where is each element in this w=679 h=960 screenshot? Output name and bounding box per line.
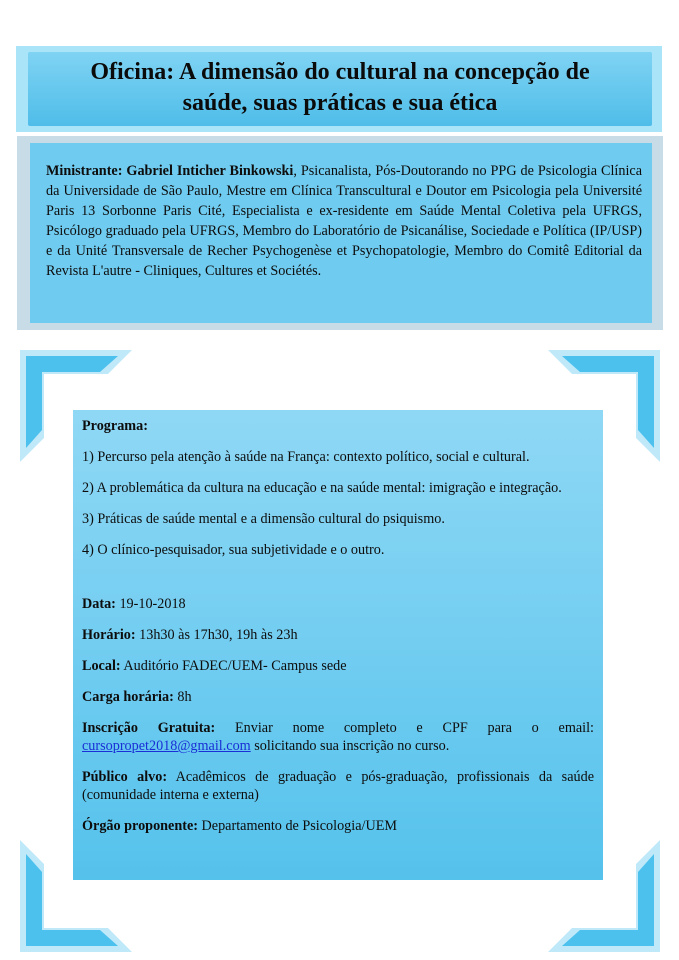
page-title	[28, 57, 652, 119]
time-label: Horário:	[82, 627, 136, 643]
hours-label: Carga horária:	[82, 689, 174, 705]
date-value: 19-10-2018	[115, 596, 186, 612]
registration-label: Inscrição Gratuita:	[82, 720, 216, 736]
organizer-value: Departamento de Psicologia/UEM	[198, 818, 397, 834]
presenter-bio	[46, 161, 642, 281]
program-content	[82, 417, 594, 848]
program-item: 3) Práticas de saúde mental e a dimensão cultural do psiquismo.	[82, 511, 445, 527]
place-line	[82, 657, 594, 675]
organizer-line	[82, 817, 594, 835]
registration-value: Enviar nome completo e CPF para o email:	[215, 720, 594, 736]
place-label: Local:	[82, 658, 121, 674]
organizer-label: Órgão proponente:	[82, 818, 198, 834]
time-value: 13h30 às 17h30, 19h às 23h	[135, 627, 298, 643]
program-heading: Programa:	[82, 418, 148, 434]
date-label: Data:	[82, 596, 116, 612]
program-item: 2) A problemática da cultura na educação e na saúde mental: imigração e integração.	[82, 480, 562, 496]
time-line	[82, 626, 594, 644]
presenter-bio-text: , Psicanalista, Pós-Doutorando no PPG de Psicologia Clínica da Universidade de São Paulo, Mestre em Clínica Transcultural e Doutor em Psicologia pela Université Paris 13 Sorbonne Paris Cité, Especialista e ex-residente em Saúde Mental Coletiva pela UFRGS, Psicólogo graduado pela UFRGS, Membro do Laboratório de Psicanálise, Sociedade e Política (IP/USP) e da Unité Transversale de Recher Psychogenèse et Psychopatologie, Membro do Comitê Editorial da Revista L'autre - Cliniques, Cultures et Sociétés.	[46, 163, 642, 279]
registration-line	[82, 719, 594, 755]
registration-email-link[interactable]: cursopropet2018@gmail.com	[82, 738, 251, 754]
title-line-2: saúde, suas práticas e sua ética	[182, 90, 498, 116]
hours-value: 8h	[173, 689, 192, 705]
audience-line	[82, 768, 594, 804]
title-line-1: Oficina: A dimensão do cultural na concepção de	[90, 59, 590, 85]
hours-line	[82, 688, 594, 706]
presenter-label: Ministrante: Gabriel Inticher Binkowski	[46, 163, 294, 179]
place-value: Auditório FADEC/UEM- Campus sede	[120, 658, 347, 674]
date-line	[82, 595, 594, 613]
audience-label: Público alvo:	[82, 769, 168, 785]
program-item: 4) O clínico-pesquisador, sua subjetividade e o outro.	[82, 542, 385, 558]
program-item: 1) Percurso pela atenção à saúde na França: contexto político, social e cultural.	[82, 449, 530, 465]
registration-tail: solicitando sua inscrição no curso.	[250, 738, 450, 754]
audience-value: Acadêmicos de graduação e pós-graduação, profissionais da saúde (comunidade interna e externa)	[82, 769, 594, 803]
